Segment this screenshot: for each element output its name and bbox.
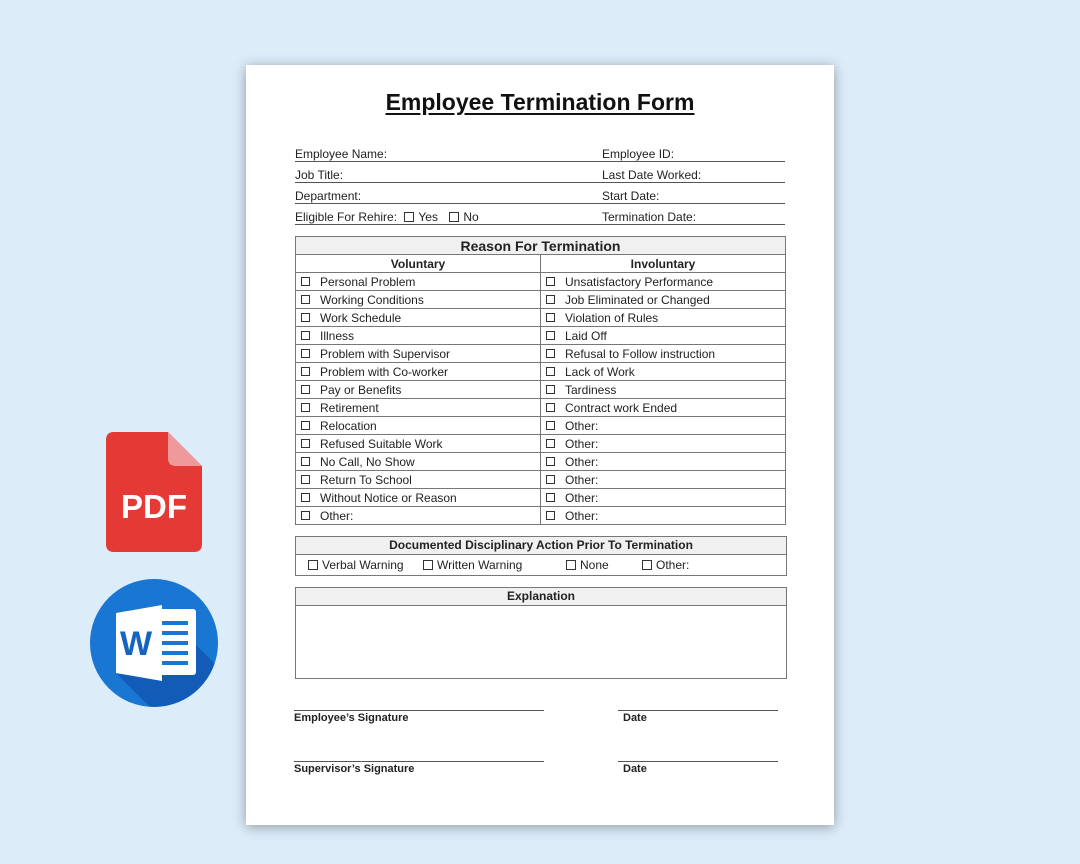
involuntary-reason-checkbox[interactable] xyxy=(546,313,555,322)
voluntary-reason-label: Problem with Supervisor xyxy=(320,346,451,361)
involuntary-reason-item[interactable] xyxy=(541,291,786,309)
involuntary-reason-item[interactable] xyxy=(541,363,786,381)
none-label: None xyxy=(580,558,609,572)
involuntary-reason-label: Other: xyxy=(565,472,599,487)
word-line-4 xyxy=(158,651,188,655)
voluntary-reason-label: Return To School xyxy=(320,472,412,487)
last-date-worked-label: Last Date Worked: xyxy=(602,168,702,182)
voluntary-reason-item[interactable] xyxy=(296,507,541,525)
involuntary-reason-checkbox[interactable] xyxy=(546,295,555,304)
supervisor-signature-line[interactable] xyxy=(294,761,544,762)
involuntary-reason-label: Other: xyxy=(565,418,599,433)
table-row xyxy=(296,327,786,345)
verbal-warning-label: Verbal Warning xyxy=(322,558,404,572)
involuntary-reason-label: Other: xyxy=(565,454,599,469)
none-checkbox[interactable] xyxy=(566,560,576,570)
explanation-box xyxy=(295,587,787,679)
voluntary-reason-checkbox[interactable] xyxy=(301,457,310,466)
field-row-job-title[interactable] xyxy=(295,161,785,183)
involuntary-reason-item[interactable] xyxy=(541,489,786,507)
involuntary-reason-item[interactable] xyxy=(541,417,786,435)
reason-heading: Reason For Termination xyxy=(296,237,786,255)
employee-name-label: Employee Name: xyxy=(295,147,388,161)
involuntary-reason-checkbox[interactable] xyxy=(546,367,555,376)
voluntary-reason-item[interactable] xyxy=(296,327,541,345)
word-line-5 xyxy=(158,661,188,665)
other-checkbox[interactable] xyxy=(642,560,652,570)
involuntary-reason-checkbox[interactable] xyxy=(546,403,555,412)
voluntary-header: Voluntary xyxy=(296,255,541,273)
pdf-label: PDF xyxy=(121,488,187,525)
explanation-heading: Explanation xyxy=(296,588,786,606)
involuntary-reason-label: Other: xyxy=(565,490,599,505)
job-title-label: Job Title: xyxy=(295,168,344,182)
voluntary-reason-label: Personal Problem xyxy=(320,274,416,289)
involuntary-reason-item[interactable] xyxy=(541,435,786,453)
table-row xyxy=(296,507,786,525)
involuntary-reason-label: Tardiness xyxy=(565,382,617,397)
involuntary-reason-label: Other: xyxy=(565,436,599,451)
verbal-warning-checkbox[interactable] xyxy=(308,560,318,570)
voluntary-reason-label: Retirement xyxy=(320,400,379,415)
voluntary-reason-label: Without Notice or Reason xyxy=(320,490,457,505)
involuntary-reason-item[interactable] xyxy=(541,507,786,525)
table-row xyxy=(296,471,786,489)
involuntary-reason-label: Job Eliminated or Changed xyxy=(565,292,710,307)
voluntary-reason-checkbox[interactable] xyxy=(301,295,310,304)
voluntary-reason-checkbox[interactable] xyxy=(301,277,310,286)
voluntary-reason-item[interactable] xyxy=(296,309,541,327)
voluntary-reason-checkbox[interactable] xyxy=(301,475,310,484)
involuntary-reason-item[interactable] xyxy=(541,471,786,489)
form-title: Employee Termination Form xyxy=(385,89,695,115)
supervisor-signature-label: Supervisor’s Signature xyxy=(294,763,415,775)
involuntary-reason-checkbox[interactable] xyxy=(546,277,555,286)
involuntary-reason-item[interactable] xyxy=(541,345,786,363)
involuntary-reason-label: Lack of Work xyxy=(565,364,635,379)
eligible-for-rehire-label: Eligible For Rehire: xyxy=(295,210,398,224)
word-line-2 xyxy=(158,631,188,635)
voluntary-reason-item[interactable] xyxy=(296,273,541,291)
employee-date-line[interactable] xyxy=(618,710,778,711)
table-row xyxy=(296,399,786,417)
voluntary-reason-checkbox[interactable] xyxy=(301,493,310,502)
employee-signature-line[interactable] xyxy=(294,710,544,711)
involuntary-reason-item[interactable] xyxy=(541,381,786,399)
table-row xyxy=(296,381,786,399)
none-option[interactable] xyxy=(566,558,609,572)
voluntary-reason-label: Relocation xyxy=(320,418,377,433)
involuntary-reason-label: Laid Off xyxy=(565,328,607,343)
involuntary-reason-checkbox[interactable] xyxy=(546,457,555,466)
involuntary-reason-item[interactable] xyxy=(541,453,786,471)
table-row xyxy=(296,453,786,471)
disciplinary-options xyxy=(296,555,786,575)
involuntary-reason-label: Contract work Ended xyxy=(565,400,678,415)
voluntary-reason-checkbox[interactable] xyxy=(301,331,310,340)
table-row xyxy=(296,273,786,291)
table-row xyxy=(296,489,786,507)
field-row-rehire[interactable] xyxy=(295,203,785,225)
involuntary-reason-checkbox[interactable] xyxy=(546,385,555,394)
employee-date-label: Date xyxy=(623,712,647,724)
involuntary-reason-checkbox[interactable] xyxy=(546,439,555,448)
table-row xyxy=(296,363,786,381)
written-warning-checkbox[interactable] xyxy=(423,560,433,570)
involuntary-reason-label: Other: xyxy=(565,508,599,523)
voluntary-reason-label: No Call, No Show xyxy=(320,454,415,469)
explanation-field[interactable] xyxy=(296,606,786,678)
word-line-1 xyxy=(158,621,188,625)
table-row xyxy=(296,417,786,435)
voluntary-reason-label: Other: xyxy=(320,508,354,523)
start-date-label: Start Date: xyxy=(602,189,660,203)
involuntary-reason-item[interactable] xyxy=(541,399,786,417)
voluntary-reason-item[interactable] xyxy=(296,417,541,435)
voluntary-reason-item[interactable] xyxy=(296,435,541,453)
voluntary-reason-checkbox[interactable] xyxy=(301,367,310,376)
disciplinary-box xyxy=(295,536,787,576)
involuntary-reason-checkbox[interactable] xyxy=(546,475,555,484)
voluntary-reason-label: Problem with Co-worker xyxy=(320,364,449,379)
voluntary-reason-label: Pay or Benefits xyxy=(320,382,402,397)
field-row-employee-name[interactable] xyxy=(295,140,785,162)
voluntary-reason-label: Illness xyxy=(320,328,355,343)
voluntary-reason-checkbox[interactable] xyxy=(301,403,310,412)
involuntary-reason-label: Unsatisfactory Performance xyxy=(565,274,714,289)
other-option[interactable] xyxy=(642,558,689,572)
voluntary-reason-label: Working Conditions xyxy=(320,292,424,307)
voluntary-reason-label: Work Schedule xyxy=(320,310,402,325)
table-row xyxy=(296,345,786,363)
voluntary-reason-item[interactable] xyxy=(296,381,541,399)
voluntary-reason-item[interactable] xyxy=(296,453,541,471)
involuntary-reason-item[interactable] xyxy=(541,273,786,291)
word-line-3 xyxy=(158,641,188,645)
other-label: Other: xyxy=(656,558,690,572)
table-row xyxy=(296,435,786,453)
written-warning-option[interactable] xyxy=(423,558,522,572)
voluntary-reason-checkbox[interactable] xyxy=(301,439,310,448)
voluntary-reason-checkbox[interactable] xyxy=(301,511,310,520)
supervisor-date-label: Date xyxy=(623,763,647,775)
involuntary-reason-label: Refusal to Follow instruction xyxy=(565,346,716,361)
voluntary-reason-item[interactable] xyxy=(296,363,541,381)
rehire-no-label: No xyxy=(463,210,479,224)
voluntary-reason-checkbox[interactable] xyxy=(301,313,310,322)
voluntary-reason-item[interactable] xyxy=(296,399,541,417)
involuntary-reason-checkbox[interactable] xyxy=(546,331,555,340)
rehire-yes-checkbox[interactable] xyxy=(404,212,414,222)
involuntary-reason-checkbox[interactable] xyxy=(546,349,555,358)
voluntary-reason-item[interactable] xyxy=(296,291,541,309)
table-row xyxy=(296,291,786,309)
disciplinary-heading: Documented Disciplinary Action Prior To Termination xyxy=(296,537,786,555)
involuntary-reason-checkbox[interactable] xyxy=(546,511,555,520)
department-label: Department: xyxy=(295,189,362,203)
voluntary-reason-checkbox[interactable] xyxy=(301,349,310,358)
table-row xyxy=(296,309,786,327)
involuntary-reason-label: Violation of Rules xyxy=(565,310,659,325)
involuntary-header: Involuntary xyxy=(541,255,786,273)
supervisor-date-line[interactable] xyxy=(618,761,778,762)
involuntary-reason-checkbox[interactable] xyxy=(546,493,555,502)
employee-id-label: Employee ID: xyxy=(602,147,675,161)
voluntary-reason-label: Refused Suitable Work xyxy=(320,436,443,451)
voluntary-reason-checkbox[interactable] xyxy=(301,385,310,394)
termination-date-label: Termination Date: xyxy=(602,210,697,224)
form-page xyxy=(246,65,834,825)
rehire-yes-label: Yes xyxy=(418,210,438,224)
involuntary-reason-checkbox[interactable] xyxy=(546,421,555,430)
reason-table xyxy=(295,236,786,525)
voluntary-reason-item[interactable] xyxy=(296,345,541,363)
field-row-department[interactable] xyxy=(295,182,785,204)
involuntary-reason-item[interactable] xyxy=(541,309,786,327)
rehire-no-checkbox[interactable] xyxy=(449,212,459,222)
word-document-icon xyxy=(90,579,218,707)
voluntary-reason-checkbox[interactable] xyxy=(301,421,310,430)
voluntary-reason-item[interactable] xyxy=(296,471,541,489)
word-letter: W xyxy=(119,625,153,663)
rehire-group xyxy=(295,210,479,224)
written-warning-label: Written Warning xyxy=(437,558,523,572)
voluntary-reason-item[interactable] xyxy=(296,489,541,507)
involuntary-reason-item[interactable] xyxy=(541,327,786,345)
pdf-file-icon xyxy=(106,432,202,552)
verbal-warning-option[interactable] xyxy=(308,558,404,572)
employee-signature-label: Employee’s Signature xyxy=(294,712,409,724)
pdf-file-fold xyxy=(168,432,202,466)
